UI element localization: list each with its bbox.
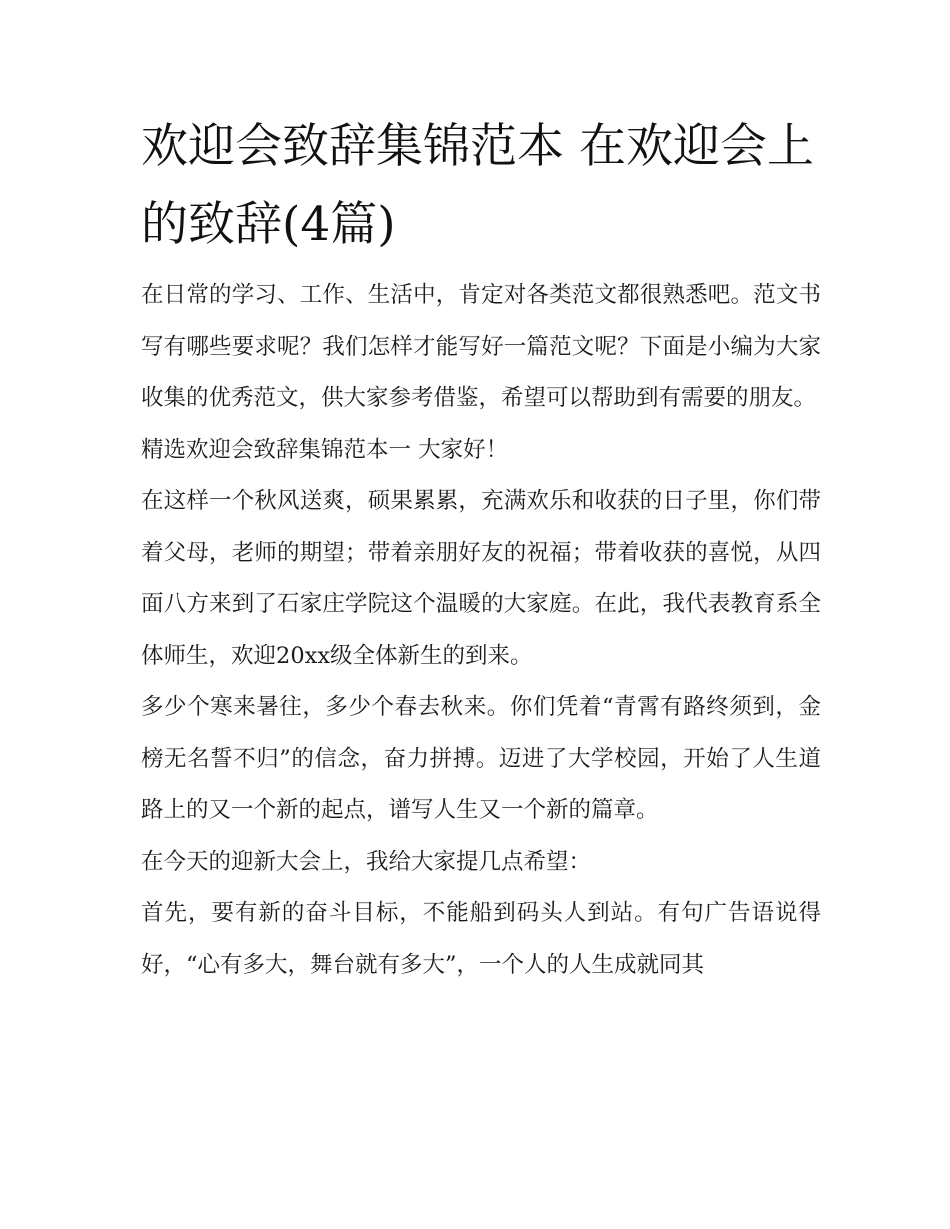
paragraph-welcome: 在这样一个秋风送爽，硕果累累，充满欢乐和收获的日子里，你们带着父母，老师的期望；带着亲朋好友的祝福；带着收获的喜悦，从四面八方来到了石家庄学院这个温暖的大家庭。在此，我代表教育系全体师生，欢迎20xx级全体新生的到来。 <box>141 488 821 669</box>
paragraph-journey: 多少个寒来暑往，多少个春去秋来。你们凭着“青霄有路终须到，金榜无名誓不归”的信念，奋力拼搏。迈进了大学校园，开始了人生道路上的又一个新的起点，谱写人生又一个新的篇章。 <box>141 694 821 823</box>
paragraph-first-hope: 首先，要有新的奋斗目标，不能船到码头人到站。有句广告语说得好，“心有多大，舞台就有多大”，一个人的人生成就同其 <box>141 900 821 978</box>
document-body <box>141 108 821 991</box>
document-title: 欢迎会致辞集锦范本 在欢迎会上的致辞(4篇) <box>141 119 814 252</box>
paragraph-intro: 在日常的学习、工作、生活中，肯定对各类范文都很熟悉吧。范文书写有哪些要求呢？我们怎样才能写好一篇范文呢？下面是小编为大家收集的优秀范文，供大家参考借鉴，希望可以帮助到有需要的朋友。 <box>141 282 821 411</box>
paragraph-hopes-intro: 在今天的迎新大会上，我给大家提几点希望： <box>141 848 592 875</box>
paragraph-greeting: 精选欢迎会致辞集锦范本一 大家好！ <box>141 436 509 463</box>
